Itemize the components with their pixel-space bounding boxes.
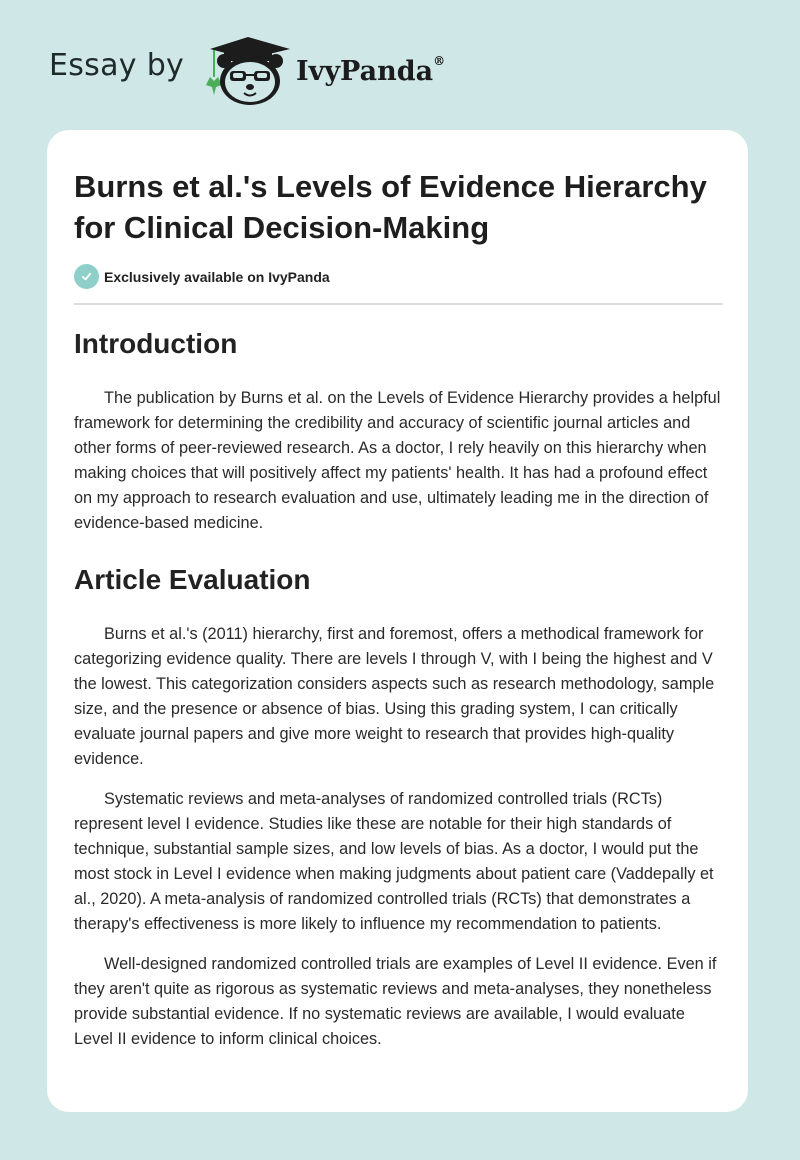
paragraph: Burns et al.'s (2011) hierarchy, first and foremost, offers a methodical framework for categorizing evidence quality. There are levels I through V, with I being the highest and V the lowest. This categorization considers aspects such as research methodology, sample size, and the presence or absence of bias. Using this grading system, I can critically evaluate journal papers and give more weight to research that provides high-quality evidence. (74, 625, 715, 768)
panda-graduate-icon[interactable] (202, 35, 294, 107)
paragraph: The publication by Burns et al. on the Levels of Evidence Hierarchy provides a helpful framework for determining the credibility and accuracy of scientific journal articles and other forms of peer-reviewed research. As a doctor, I rely heavily on this hierarchy when making choices that will positively affect my patients' health. It has had a profound effect on my approach to research evaluation and use, ultimately leading me in the direction of evidence-based medicine. (74, 389, 721, 532)
section-heading-article-evaluation: Article Evaluation (74, 564, 311, 595)
essay-by-label: Essay by (49, 48, 185, 83)
paragraph: Well-designed randomized controlled trials are examples of Level II evidence. Even if they aren't quite as rigorous as systematic reviews and meta-analyses, they nonetheless provide substantial evidence. If no systematic reviews are available, I would evaluate Level II evidence to inform clinical choices. (74, 955, 717, 1048)
check-icon (74, 264, 99, 289)
essay-card (47, 130, 748, 1112)
site-header (0, 0, 800, 130)
section-heading-introduction: Introduction (74, 328, 238, 359)
divider (74, 303, 723, 305)
essay-body (74, 324, 724, 1067)
paragraph: Systematic reviews and meta-analyses of randomized controlled trials (RCTs) represent level I evidence. Studies like these are notable for their high standards of technique, substantial sample sizes, and low levels of bias. As a doctor, I would put the most stock in Level I evidence when making judgments about patient care (Vaddepally et al., 2020). A meta-analysis of randomized controlled trials (RCTs) that demonstrates a therapy's effectiveness is more likely to influence my recommendation to patients. (74, 790, 714, 933)
page-title: Burns et al.'s Levels of Evidence Hierarchy for Clinical Decision-Making (74, 169, 707, 245)
brand-name[interactable]: IvyPanda® (296, 54, 446, 87)
badge-text: Exclusively available on IvyPanda (104, 268, 330, 285)
exclusive-badge (74, 264, 330, 289)
